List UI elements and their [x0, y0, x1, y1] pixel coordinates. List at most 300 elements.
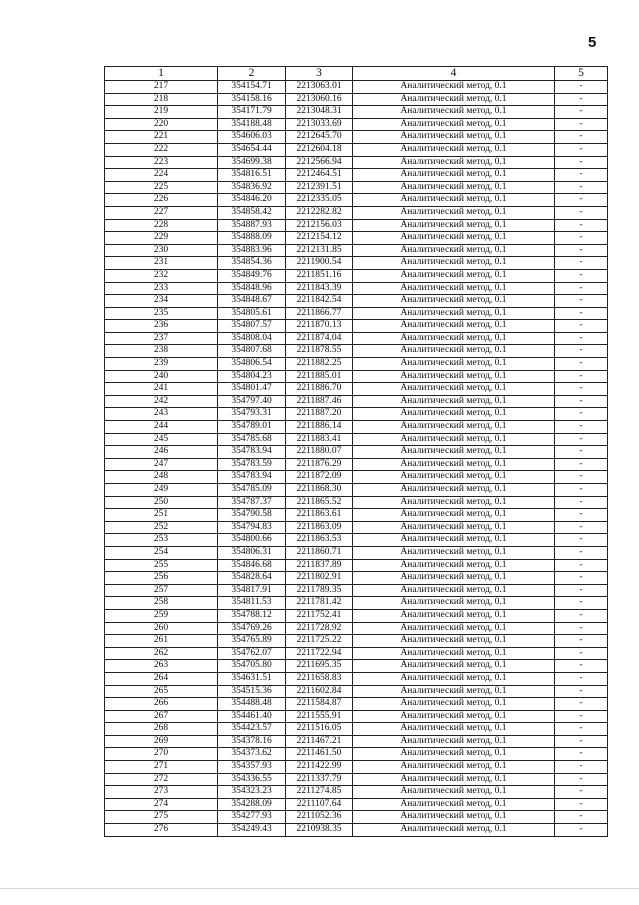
cell-point-number: 253: [105, 534, 218, 547]
cell-method: Аналитический метод, 0.1: [353, 572, 555, 585]
table-row: [105, 257, 608, 270]
cell-x-coordinate: 354807.57: [218, 320, 286, 333]
cell-method: Аналитический метод, 0.1: [353, 93, 555, 106]
cell-method: Аналитический метод, 0.1: [353, 798, 555, 811]
cell-method: Аналитический метод, 0.1: [353, 635, 555, 648]
table-row: [105, 471, 608, 484]
cell-y-coordinate: 2211882.25: [286, 358, 353, 371]
header-col-1: 1: [105, 67, 218, 81]
cell-point-number: 220: [105, 118, 218, 131]
cell-point-number: 236: [105, 320, 218, 333]
cell-note: -: [555, 169, 608, 182]
cell-y-coordinate: 2211887.20: [286, 408, 353, 421]
cell-note: -: [555, 345, 608, 358]
cell-note: -: [555, 332, 608, 345]
cell-point-number: 227: [105, 206, 218, 219]
cell-method: Аналитический метод, 0.1: [353, 219, 555, 232]
table-row: [105, 773, 608, 786]
cell-note: -: [555, 698, 608, 711]
table-row: [105, 546, 608, 559]
cell-note: -: [555, 660, 608, 673]
cell-note: -: [555, 433, 608, 446]
cell-point-number: 245: [105, 433, 218, 446]
table-row: [105, 81, 608, 94]
cell-note: -: [555, 521, 608, 534]
cell-note: -: [555, 156, 608, 169]
cell-method: Аналитический метод, 0.1: [353, 421, 555, 434]
table-row: [105, 786, 608, 799]
cell-x-coordinate: 354461.40: [218, 710, 286, 723]
cell-point-number: 247: [105, 458, 218, 471]
cell-x-coordinate: 354811.53: [218, 597, 286, 610]
cell-point-number: 261: [105, 635, 218, 648]
cell-x-coordinate: 354848.96: [218, 282, 286, 295]
cell-x-coordinate: 354154.71: [218, 81, 286, 94]
table-row: [105, 496, 608, 509]
cell-method: Аналитический метод, 0.1: [353, 723, 555, 736]
cell-point-number: 272: [105, 773, 218, 786]
cell-y-coordinate: 2213060.16: [286, 93, 353, 106]
cell-note: -: [555, 219, 608, 232]
cell-note: -: [555, 609, 608, 622]
cell-y-coordinate: 2212391.51: [286, 181, 353, 194]
cell-method: Аналитический метод, 0.1: [353, 773, 555, 786]
cell-x-coordinate: 354858.42: [218, 206, 286, 219]
cell-method: Аналитический метод, 0.1: [353, 169, 555, 182]
cell-note: -: [555, 458, 608, 471]
cell-y-coordinate: 2211837.89: [286, 559, 353, 572]
cell-x-coordinate: 354249.43: [218, 824, 286, 837]
cell-y-coordinate: 2211870.13: [286, 320, 353, 333]
cell-point-number: 269: [105, 735, 218, 748]
coordinates-table: [104, 66, 608, 837]
table-row: [105, 635, 608, 648]
cell-method: Аналитический метод, 0.1: [353, 320, 555, 333]
table-row: [105, 572, 608, 585]
cell-method: Аналитический метод, 0.1: [353, 244, 555, 257]
cell-method: Аналитический метод, 0.1: [353, 131, 555, 144]
cell-point-number: 228: [105, 219, 218, 232]
cell-y-coordinate: 2211843.39: [286, 282, 353, 295]
table-row: [105, 584, 608, 597]
cell-x-coordinate: 354783.59: [218, 458, 286, 471]
cell-method: Аналитический метод, 0.1: [353, 446, 555, 459]
table-row: [105, 811, 608, 824]
cell-method: Аналитический метод, 0.1: [353, 761, 555, 774]
cell-x-coordinate: 354797.40: [218, 395, 286, 408]
cell-x-coordinate: 354789.01: [218, 421, 286, 434]
cell-point-number: 260: [105, 622, 218, 635]
cell-y-coordinate: 2211695.35: [286, 660, 353, 673]
cell-point-number: 248: [105, 471, 218, 484]
table-row: [105, 685, 608, 698]
cell-y-coordinate: 2211878.55: [286, 345, 353, 358]
cell-note: -: [555, 358, 608, 371]
cell-y-coordinate: 2212335.05: [286, 194, 353, 207]
table-row: [105, 143, 608, 156]
cell-method: Аналитический метод, 0.1: [353, 143, 555, 156]
cell-method: Аналитический метод, 0.1: [353, 395, 555, 408]
cell-y-coordinate: 2211555.91: [286, 710, 353, 723]
cell-x-coordinate: 354288.09: [218, 798, 286, 811]
cell-point-number: 276: [105, 824, 218, 837]
cell-x-coordinate: 354357.93: [218, 761, 286, 774]
cell-point-number: 231: [105, 257, 218, 270]
header-col-5: 5: [555, 67, 608, 81]
cell-point-number: 246: [105, 446, 218, 459]
cell-point-number: 230: [105, 244, 218, 257]
cell-y-coordinate: 2211789.35: [286, 584, 353, 597]
table-row: [105, 269, 608, 282]
cell-point-number: 268: [105, 723, 218, 736]
cell-point-number: 224: [105, 169, 218, 182]
cell-point-number: 256: [105, 572, 218, 585]
cell-x-coordinate: 354887.93: [218, 219, 286, 232]
cell-note: -: [555, 131, 608, 144]
table-row: [105, 647, 608, 660]
cell-y-coordinate: 2212154.12: [286, 232, 353, 245]
cell-method: Аналитический метод, 0.1: [353, 685, 555, 698]
page-divider: [0, 888, 639, 889]
cell-y-coordinate: 2211722.94: [286, 647, 353, 660]
cell-x-coordinate: 354785.68: [218, 433, 286, 446]
table-row: [105, 307, 608, 320]
cell-note: -: [555, 685, 608, 698]
cell-x-coordinate: 354488.48: [218, 698, 286, 711]
cell-y-coordinate: 2211886.14: [286, 421, 353, 434]
cell-point-number: 262: [105, 647, 218, 660]
table-row: [105, 181, 608, 194]
cell-point-number: 239: [105, 358, 218, 371]
cell-y-coordinate: 2211880.07: [286, 446, 353, 459]
cell-x-coordinate: 354373.62: [218, 748, 286, 761]
cell-y-coordinate: 2211461.50: [286, 748, 353, 761]
cell-x-coordinate: 354423.57: [218, 723, 286, 736]
cell-note: -: [555, 257, 608, 270]
cell-point-number: 233: [105, 282, 218, 295]
cell-method: Аналитический метод, 0.1: [353, 660, 555, 673]
table-row: [105, 609, 608, 622]
cell-note: -: [555, 496, 608, 509]
cell-point-number: 273: [105, 786, 218, 799]
cell-x-coordinate: 354783.94: [218, 471, 286, 484]
cell-point-number: 257: [105, 584, 218, 597]
cell-y-coordinate: 2211422.99: [286, 761, 353, 774]
cell-method: Аналитический метод, 0.1: [353, 546, 555, 559]
cell-y-coordinate: 2211337.79: [286, 773, 353, 786]
cell-method: Аналитический метод, 0.1: [353, 194, 555, 207]
cell-x-coordinate: 354854.36: [218, 257, 286, 270]
cell-y-coordinate: 2211851.16: [286, 269, 353, 282]
cell-method: Аналитический метод, 0.1: [353, 597, 555, 610]
cell-note: -: [555, 672, 608, 685]
cell-note: -: [555, 635, 608, 648]
table-row: [105, 761, 608, 774]
table-row: [105, 458, 608, 471]
cell-method: Аналитический метод, 0.1: [353, 584, 555, 597]
cell-point-number: 232: [105, 269, 218, 282]
cell-point-number: 254: [105, 546, 218, 559]
cell-method: Аналитический метод, 0.1: [353, 710, 555, 723]
table-row: [105, 282, 608, 295]
cell-point-number: 266: [105, 698, 218, 711]
table-row: [105, 735, 608, 748]
cell-x-coordinate: 354762.07: [218, 647, 286, 660]
cell-method: Аналитический метод, 0.1: [353, 811, 555, 824]
cell-y-coordinate: 2211866.77: [286, 307, 353, 320]
cell-point-number: 249: [105, 484, 218, 497]
page-number: 5: [588, 34, 597, 51]
cell-point-number: 240: [105, 370, 218, 383]
cell-y-coordinate: 2211863.61: [286, 509, 353, 522]
cell-x-coordinate: 354846.20: [218, 194, 286, 207]
cell-x-coordinate: 354793.31: [218, 408, 286, 421]
cell-point-number: 225: [105, 181, 218, 194]
cell-note: -: [555, 735, 608, 748]
cell-y-coordinate: 2211658.83: [286, 672, 353, 685]
cell-method: Аналитический метод, 0.1: [353, 458, 555, 471]
cell-method: Аналитический метод, 0.1: [353, 370, 555, 383]
cell-point-number: 263: [105, 660, 218, 673]
cell-x-coordinate: 354801.47: [218, 383, 286, 396]
cell-point-number: 219: [105, 106, 218, 119]
cell-note: -: [555, 748, 608, 761]
cell-y-coordinate: 2211602.84: [286, 685, 353, 698]
cell-y-coordinate: 2211752.41: [286, 609, 353, 622]
cell-x-coordinate: 354654.44: [218, 143, 286, 156]
table-row: [105, 118, 608, 131]
cell-note: -: [555, 106, 608, 119]
cell-note: -: [555, 773, 608, 786]
cell-method: Аналитический метод, 0.1: [353, 358, 555, 371]
cell-note: -: [555, 269, 608, 282]
table-body: [105, 81, 608, 837]
cell-x-coordinate: 354790.58: [218, 509, 286, 522]
table-row: [105, 295, 608, 308]
cell-note: -: [555, 307, 608, 320]
cell-note: -: [555, 232, 608, 245]
cell-x-coordinate: 354836.92: [218, 181, 286, 194]
cell-y-coordinate: 2211886.70: [286, 383, 353, 396]
table-row: [105, 559, 608, 572]
cell-point-number: 270: [105, 748, 218, 761]
cell-y-coordinate: 2211876.29: [286, 458, 353, 471]
cell-point-number: 222: [105, 143, 218, 156]
cell-method: Аналитический метод, 0.1: [353, 332, 555, 345]
cell-note: -: [555, 446, 608, 459]
cell-x-coordinate: 354806.54: [218, 358, 286, 371]
cell-method: Аналитический метод, 0.1: [353, 735, 555, 748]
cell-method: Аналитический метод, 0.1: [353, 534, 555, 547]
cell-note: -: [555, 93, 608, 106]
cell-x-coordinate: 354323.23: [218, 786, 286, 799]
cell-y-coordinate: 2213033.69: [286, 118, 353, 131]
table-row: [105, 93, 608, 106]
cell-x-coordinate: 354800.66: [218, 534, 286, 547]
cell-x-coordinate: 354846.68: [218, 559, 286, 572]
table-row: [105, 232, 608, 245]
table-row: [105, 131, 608, 144]
cell-point-number: 243: [105, 408, 218, 421]
cell-x-coordinate: 354888.09: [218, 232, 286, 245]
cell-x-coordinate: 354883.96: [218, 244, 286, 257]
cell-point-number: 275: [105, 811, 218, 824]
cell-note: -: [555, 786, 608, 799]
table-row: [105, 345, 608, 358]
header-col-2: 2: [218, 67, 286, 81]
table-row: [105, 370, 608, 383]
cell-y-coordinate: 2212645.70: [286, 131, 353, 144]
table-row: [105, 320, 608, 333]
cell-y-coordinate: 2211274.85: [286, 786, 353, 799]
cell-y-coordinate: 2211842.54: [286, 295, 353, 308]
table-row: [105, 521, 608, 534]
cell-point-number: 237: [105, 332, 218, 345]
cell-y-coordinate: 2213063.01: [286, 81, 353, 94]
table-header: [105, 67, 608, 81]
cell-method: Аналитический метод, 0.1: [353, 471, 555, 484]
cell-note: -: [555, 383, 608, 396]
cell-y-coordinate: 2211874.04: [286, 332, 353, 345]
cell-x-coordinate: 354606.03: [218, 131, 286, 144]
cell-y-coordinate: 2211725.22: [286, 635, 353, 648]
table-row: [105, 194, 608, 207]
cell-y-coordinate: 2212604.18: [286, 143, 353, 156]
cell-method: Аналитический метод, 0.1: [353, 81, 555, 94]
table-row: [105, 672, 608, 685]
table-row: [105, 206, 608, 219]
table-row: [105, 534, 608, 547]
table-row: [105, 156, 608, 169]
cell-y-coordinate: 2211584.87: [286, 698, 353, 711]
cell-y-coordinate: 2211868.30: [286, 484, 353, 497]
cell-point-number: 251: [105, 509, 218, 522]
cell-x-coordinate: 354699.38: [218, 156, 286, 169]
cell-method: Аналитический метод, 0.1: [353, 232, 555, 245]
cell-note: -: [555, 534, 608, 547]
table-row: [105, 509, 608, 522]
cell-x-coordinate: 354765.89: [218, 635, 286, 648]
cell-method: Аналитический метод, 0.1: [353, 345, 555, 358]
cell-y-coordinate: 2211900.54: [286, 257, 353, 270]
cell-method: Аналитический метод, 0.1: [353, 496, 555, 509]
table-row: [105, 244, 608, 257]
cell-y-coordinate: 2211781.42: [286, 597, 353, 610]
cell-y-coordinate: 2211865.52: [286, 496, 353, 509]
cell-note: -: [555, 408, 608, 421]
cell-x-coordinate: 354794.83: [218, 521, 286, 534]
header-col-3: 3: [286, 67, 353, 81]
table-row: [105, 446, 608, 459]
cell-method: Аналитический метод, 0.1: [353, 181, 555, 194]
table-row: [105, 106, 608, 119]
table-row: [105, 622, 608, 635]
cell-method: Аналитический метод, 0.1: [353, 484, 555, 497]
cell-note: -: [555, 572, 608, 585]
cell-y-coordinate: 2212282.82: [286, 206, 353, 219]
cell-note: -: [555, 118, 608, 131]
cell-method: Аналитический метод, 0.1: [353, 559, 555, 572]
cell-y-coordinate: 2211883.41: [286, 433, 353, 446]
cell-method: Аналитический метод, 0.1: [353, 408, 555, 421]
cell-note: -: [555, 194, 608, 207]
table-row: [105, 660, 608, 673]
cell-y-coordinate: 2211107.64: [286, 798, 353, 811]
cell-x-coordinate: 354848.67: [218, 295, 286, 308]
table-row: [105, 421, 608, 434]
cell-y-coordinate: 2213048.31: [286, 106, 353, 119]
cell-note: -: [555, 723, 608, 736]
cell-x-coordinate: 354806.31: [218, 546, 286, 559]
cell-method: Аналитический метод, 0.1: [353, 672, 555, 685]
cell-point-number: 267: [105, 710, 218, 723]
cell-x-coordinate: 354816.51: [218, 169, 286, 182]
table-row: [105, 383, 608, 396]
cell-point-number: 241: [105, 383, 218, 396]
cell-note: -: [555, 559, 608, 572]
cell-note: -: [555, 395, 608, 408]
table-row: [105, 484, 608, 497]
cell-note: -: [555, 206, 608, 219]
cell-point-number: 252: [105, 521, 218, 534]
cell-note: -: [555, 471, 608, 484]
table-row: [105, 169, 608, 182]
table-row: [105, 723, 608, 736]
cell-point-number: 238: [105, 345, 218, 358]
cell-note: -: [555, 824, 608, 837]
cell-x-coordinate: 354805.61: [218, 307, 286, 320]
cell-point-number: 242: [105, 395, 218, 408]
cell-x-coordinate: 354807.68: [218, 345, 286, 358]
cell-y-coordinate: 2211728.92: [286, 622, 353, 635]
cell-method: Аналитический метод, 0.1: [353, 786, 555, 799]
cell-x-coordinate: 354336.55: [218, 773, 286, 786]
cell-point-number: 264: [105, 672, 218, 685]
cell-method: Аналитический метод, 0.1: [353, 295, 555, 308]
cell-x-coordinate: 354277.93: [218, 811, 286, 824]
cell-point-number: 217: [105, 81, 218, 94]
cell-note: -: [555, 295, 608, 308]
cell-x-coordinate: 354804.23: [218, 370, 286, 383]
header-row: [105, 67, 608, 81]
table-row: [105, 748, 608, 761]
cell-method: Аналитический метод, 0.1: [353, 156, 555, 169]
cell-method: Аналитический метод, 0.1: [353, 609, 555, 622]
cell-y-coordinate: 2212566.94: [286, 156, 353, 169]
cell-method: Аналитический метод, 0.1: [353, 307, 555, 320]
cell-note: -: [555, 421, 608, 434]
cell-x-coordinate: 354783.94: [218, 446, 286, 459]
cell-note: -: [555, 484, 608, 497]
cell-y-coordinate: 2211887.46: [286, 395, 353, 408]
cell-y-coordinate: 2211802.91: [286, 572, 353, 585]
cell-y-coordinate: 2211467.21: [286, 735, 353, 748]
cell-point-number: 235: [105, 307, 218, 320]
cell-note: -: [555, 143, 608, 156]
cell-method: Аналитический метод, 0.1: [353, 433, 555, 446]
cell-note: -: [555, 597, 608, 610]
cell-method: Аналитический метод, 0.1: [353, 206, 555, 219]
table-row: [105, 332, 608, 345]
cell-note: -: [555, 244, 608, 257]
table-row: [105, 433, 608, 446]
cell-note: -: [555, 584, 608, 597]
table-row: [105, 358, 608, 371]
cell-note: -: [555, 282, 608, 295]
table-row: [105, 597, 608, 610]
table-row: [105, 710, 608, 723]
cell-y-coordinate: 2211516.05: [286, 723, 353, 736]
